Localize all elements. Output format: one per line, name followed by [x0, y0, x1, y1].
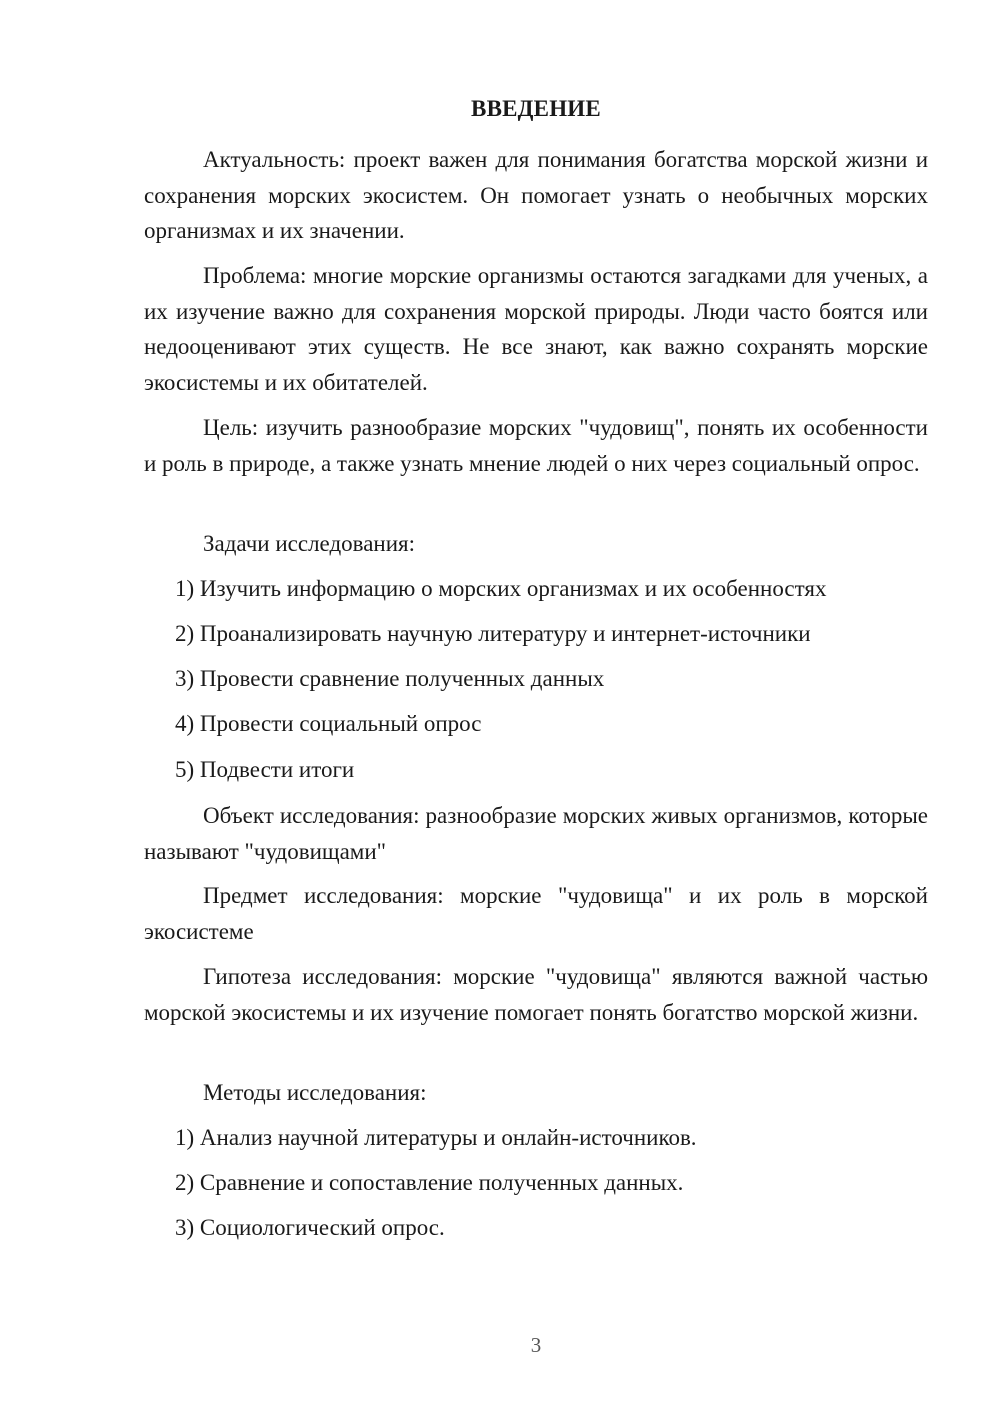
problem-paragraph: Проблема: многие морские организмы остаются загадками для ученых, а их изучение важно для сохранения морской природы. Люди часто боятся или недооценивают этих существ. Не все знают, как важно сохранять морские экосистемы и их обитателей.: [144, 263, 928, 395]
task-item: 4) Провести социальный опрос: [175, 711, 482, 736]
tasks-heading: Задачи исследования:: [203, 531, 416, 556]
hypothesis-paragraph: Гипотеза исследования: морские "чудовища" являются важной частью морской экосистемы и их изучение помогает понять богатство морской жизни.: [144, 964, 928, 1025]
page-title: ВВЕДЕНИЕ: [471, 96, 601, 121]
subject-paragraph: Предмет исследования: морские "чудовища" и их роль в морской экосистеме: [144, 883, 928, 944]
object-paragraph: Объект исследования: разнообразие морских живых организмов, которые называют "чудовищами": [144, 803, 928, 864]
relevance-paragraph: Актуальность: проект важен для понимания богатства морской жизни и сохранения морских экосистем. Он помогает узнать о необычных морских организмах и их значении.: [144, 147, 928, 243]
method-item: 3) Социологический опрос.: [175, 1215, 445, 1240]
task-item: 3) Провести сравнение полученных данных: [175, 666, 605, 691]
goal-paragraph: Цель: изучить разнообразие морских "чудовищ", понять их особенности и роль в природе, а также узнать мнение людей о них через социальный опрос.: [144, 415, 928, 476]
method-item: 1) Анализ научной литературы и онлайн-источников.: [175, 1125, 697, 1150]
methods-heading: Методы исследования:: [203, 1080, 427, 1105]
task-item: 2) Проанализировать научную литературу и интернет-источники: [175, 621, 811, 646]
task-item: 5) Подвести итоги: [175, 757, 355, 782]
method-item: 2) Сравнение и сопоставление полученных данных.: [175, 1170, 684, 1195]
task-item: 1) Изучить информацию о морских организмах и их особенностях: [175, 576, 827, 601]
page-number: 3: [530, 1333, 542, 1357]
